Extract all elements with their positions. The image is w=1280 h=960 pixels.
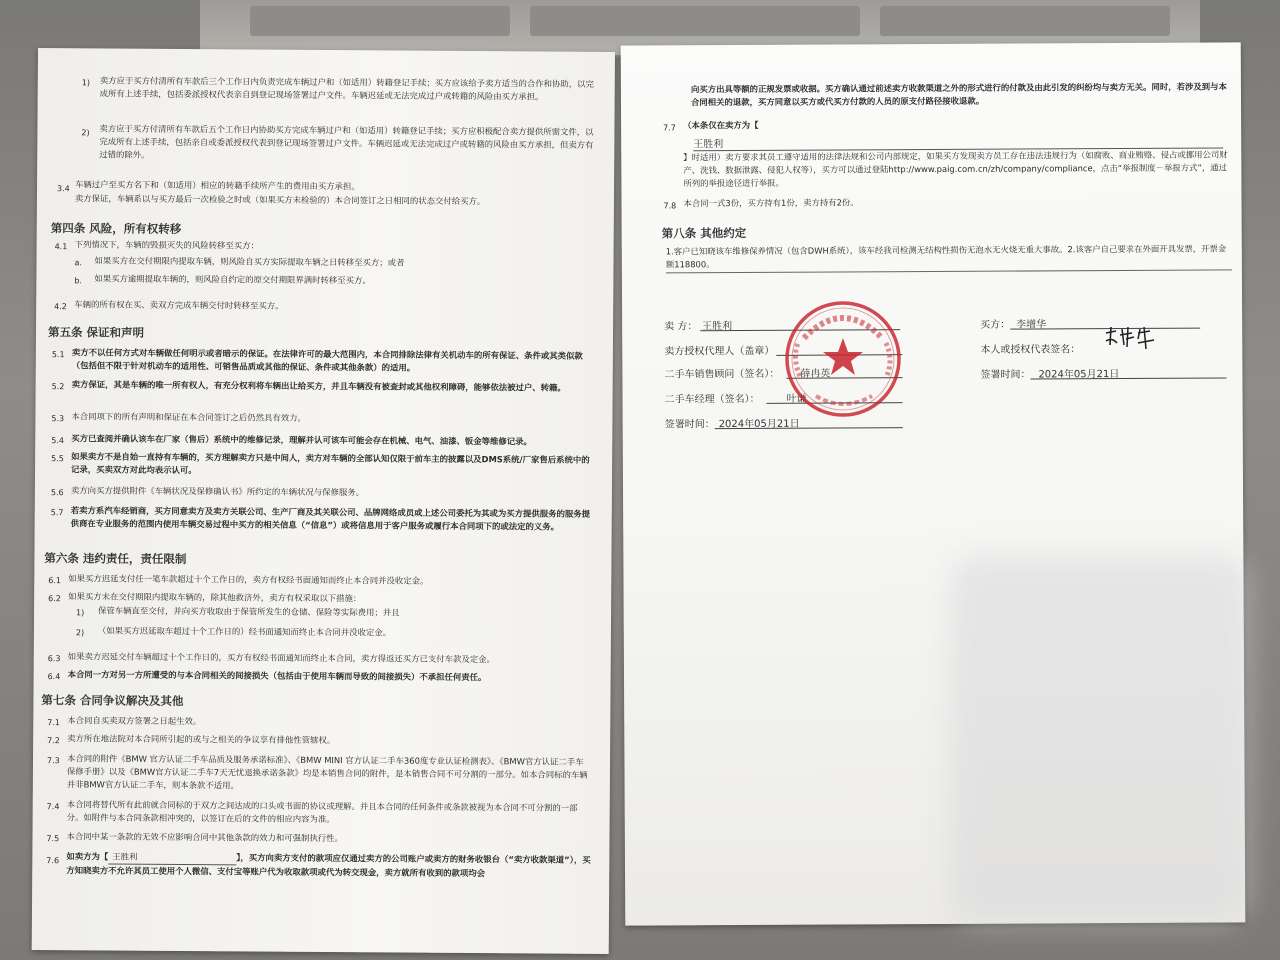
clause-text: 本合同自买卖双方签署之日起生效。 <box>67 715 202 727</box>
clause-number: 7.6 <box>46 856 60 866</box>
clause-text: 卖方所在地法院对本合同所引起的或与之相关的争议享有排他性管辖权。 <box>67 733 336 746</box>
clause-text: 如果卖方不是自始一直持有车辆的，买方理解卖方只是中间人，卖方对车辆的全部认知仅限于前车主的披露以及DMS系统/厂家售后系统中的记录，买卖双方对此均表示认可。 <box>71 451 590 476</box>
clause-number: 7.5 <box>46 834 60 844</box>
clause-number: 2) <box>75 628 85 638</box>
clause-text: 本合同一式3份，买方持有1份，卖方持有2份。 <box>683 197 859 209</box>
buyer-date: 2024年05月21日 <box>1038 369 1120 381</box>
clause-number: 6.1 <box>48 576 62 586</box>
seller-date-label: 签署时间： <box>664 419 715 431</box>
buyer-date-label: 签署时间： <box>980 369 1031 381</box>
clause-text: 如果买方未在交付期限内提取车辆的，除其他救济外，卖方有权采取以下措施： <box>68 591 362 604</box>
clause-text: 卖方应于买方付清所有车款后三个工作日内负责完成车辆过户和（如适用）转籍登记手续；买方应该给予卖方适当的合作和协助，以完成所有上述手续，包括委派授权代表亲自到登记现场签署过户文件。车辆迟延或无法完成过户或转籍的风险由买方承担。 <box>99 75 594 102</box>
clause-number: 5.6 <box>50 488 64 498</box>
clause-number: 5.1 <box>51 350 65 360</box>
section-heading-7: 第七条 合同争议解决及其他 <box>41 693 184 709</box>
clause-number: 6.3 <box>47 654 61 664</box>
clause-text: 如果买方迟延支付任一笔车款超过十个工作日的，卖方有权经书面通知而终止本合同并没收定金。 <box>68 573 429 586</box>
buyer-label: 买方： <box>980 319 1011 331</box>
section-heading-4: 第四条 风险，所有权转移 <box>50 221 182 237</box>
sales-consultant-label: 二手车销售顾问（签名）： <box>664 368 780 381</box>
section-heading-5: 第五条 保证和声明 <box>47 325 145 340</box>
clause-text: 保管车辆直至交付，并向买方收取由于保管所发生的仓储、保险等实际费用；并且 <box>98 605 400 618</box>
clause-number: 7.1 <box>47 718 61 728</box>
laptop-key <box>530 6 860 36</box>
clause-text: （本条仅在卖方为【 <box>683 119 759 131</box>
clause-number: 5.7 <box>50 508 64 518</box>
clause-text: 】，买方向卖方支付的款项应仅通过卖方的公司账户或卖方的财务收银台（“卖方收 <box>236 852 540 865</box>
clause-number: 4.2 <box>54 302 67 312</box>
clause-text: 车辆过户至买方名下和（如适用）相应的转籍手续所产生的费用由买方承担。 <box>75 179 360 192</box>
clause-text: 如卖方为【 <box>66 851 109 862</box>
clause-text: 卖方应于买方付清所有车款后五个工作日内协助买方完成车辆过户和（如适用）转籍登记手续；买方应积极配合卖方提供所需文件，以完成所有上述手续，包括亲自或委派授权代表到登记现场签署过户文件。车辆迟延或无法完成过户或转籍的风险由买方承担，但卖方有过错的除外。 <box>99 123 594 160</box>
clause-number: 6.4 <box>47 672 61 682</box>
company-seal-stamp <box>782 298 904 420</box>
clause-number: 6.2 <box>48 594 61 604</box>
sales-consultant-name: 薛冉英 <box>800 368 831 380</box>
clause-number: 1) <box>81 78 91 88</box>
clause-text: 款渠道”），买方知晓卖方不允许其员工使用个人微信、支付宝等账户代为收取款项或代为转交现金，卖方就所有收到的款项均会 <box>66 854 591 879</box>
clause-number: 7.3 <box>46 756 60 766</box>
clause-number: 5.4 <box>51 436 65 446</box>
clause-number: 5.3 <box>51 414 65 424</box>
clause-number: a. <box>74 258 82 268</box>
clause-text: 若卖方系汽车经销商，买方同意卖方及卖方关联公司、生产厂商及其关联公司、品牌网络成员或上述公司委托为其或为买方提供服务的服务提供商在专业服务的范围内使用车辆交易过程中买方的相关信息（“信息”）或将信息用于客户服务或履行本合同项下的或法定的义务。 <box>70 505 591 532</box>
clause-text: 下列情况下，车辆的毁损灭失的风险转移至买方： <box>74 239 259 251</box>
clause-text: 本合同一方对另一方所遭受的与本合同相关的间接损失（包括由于使用车辆而导致的间接损失）不承担任何责任。 <box>67 669 487 683</box>
clause-text: 如果卖方迟延交付车辆超过十个工作日的，买方有权经书面通知而终止本合同，卖方得返还买方已支付车款及定金。 <box>67 651 495 665</box>
clause-text: 本合同项下的所有声明和保证在本合同签订之后仍然具有效力。 <box>71 411 306 423</box>
clause-text: （如果买方迟延取车超过十个工作日的）经书面通知而终止本合同并没收定金。 <box>97 625 392 638</box>
section-heading-8: 第八条 其他约定 <box>661 225 747 241</box>
clause-text: 车辆的所有权在买、卖双方完成车辆交付时转移至买方。 <box>74 299 284 311</box>
clause-number: 7.4 <box>46 802 60 812</box>
buyer-sign-label: 本人或授权代表签名： <box>980 344 1081 356</box>
clause-number: 5.2 <box>51 382 65 392</box>
clause-number: 3.4 <box>56 184 70 194</box>
manager-label: 二手车经理（签名）： <box>664 393 760 406</box>
clause-number: 2) <box>81 128 90 138</box>
clause-text: 如果买方在交付期限内提取车辆，则风险自买方实际提取车辆之日转移至买方；或者 <box>94 255 405 268</box>
contract-page-left <box>32 48 615 954</box>
clause-text: 本合同的附件《BMW 官方认证二手车品质及服务承诺标准》、《BMW MINI 官方认证二手车360度专业认证检测表》、《BMW官方认证二手车保修手册》以及《BMW官方认证二手车7天无忧退换承诺条款》均是本销售合同的附件，是本销售合同不可分割的一部分。如本合同标的车辆并非BMW官方认证二手车，则本条款不适用。 <box>66 753 588 791</box>
clause-number: 1) <box>76 608 85 618</box>
clause-text: 如果买方逾期提取车辆的，则风险自约定的原交付期限界满时转移至买方。 <box>94 273 371 286</box>
clause-text: 】时适用）卖方要求其员工遵守适用的法律法规和公司内部规定，如果买方发现卖方员工存在违法违规行为（如腐败、商业贿赂、侵占或挪用公司财产、洗钱、数据泄露、侵犯人权等），买方可以通过登陆http://www.paig.com.cn/zh/company/compliance，点击“举报制度－举报方式”，通过所列的举报途径进行举报。 <box>683 149 1228 189</box>
clause-text: 卖方保证，其是车辆的唯一所有权人，有充分权利将车辆出让给买方，并且车辆没有被查封或其他权利障碍，能够依法被过户、转籍。 <box>71 379 566 393</box>
manager-name: 叶谦 <box>786 393 807 405</box>
clause-number: 7.8 <box>663 201 677 211</box>
clause-number: 7.7 <box>663 123 676 133</box>
signature-line <box>1030 377 1226 379</box>
section-heading-6: 第六条 违约责任，责任限制 <box>44 551 187 567</box>
seller-name-fill: 王胜利 <box>693 132 1223 151</box>
seller-date: 2024年05月21日 <box>718 418 800 431</box>
clause-number: 7.2 <box>47 736 60 746</box>
seller-agent-label: 卖方授权代理人（盖章） <box>664 345 775 358</box>
clause-text: 卖方向买方提供附件《车辆状况及保修确认书》所约定的车辆状况与保修服务。 <box>70 485 365 498</box>
clause-number: b. <box>74 276 83 286</box>
clause-text: 本合同将替代所有此前就合同标的于双方之间达成的口头或书面的协议或理解。并且本合同的任何条件或条款被视为本合同不可分割的一部分。如附件与本合同条款相冲突的，以签订在后的文件的相应内容为准。 <box>66 799 578 825</box>
laptop-key <box>250 6 510 36</box>
clause-number: 5.5 <box>51 454 64 464</box>
clause-text: 卖方保证，车辆系以与买方最后一次检验之时或（如果买方未检验的）本合同签订之日相同的状态交付给买方。 <box>74 193 486 207</box>
clause-7-6-continued: 向买方出具等额的正规发票或收据。买方确认通过前述卖方收款渠道之外的形式进行的付款及由此引发的纠纷均与卖方无关。同时，若涉及到与本合同相关的退款，买方同意以买方或代买方付款的人员的原支付路径接收退款。 <box>690 81 1227 108</box>
clause-text: 卖方不以任何方式对车辆做任何明示或者暗示的保证。在法律许可的最大范围内，本合同排除法律有关机动车的所有保证、条件或其类似款（包括但不限于针对机动车的适用性、可销售品质或其他的保证、条件或其他条款）的适用。 <box>71 347 583 373</box>
clause-number: 4.1 <box>54 242 68 252</box>
light-reflection <box>950 555 1250 925</box>
clause-7-6 <box>66 850 592 881</box>
seller-label: 卖 方： <box>664 321 698 333</box>
buyer-handwritten-signature <box>1102 323 1162 353</box>
buyer-name: 李增华 <box>1016 319 1047 331</box>
clause-text: 买方已查阅并确认该车在厂家（售后）系统中的维修记录，理解并认可该车可能会存在机械、电气、油漆、钣金等维修记录。 <box>71 433 532 447</box>
laptop-key <box>880 6 1170 36</box>
clause-text: 本合同中某一条款的无效不应影响合同中其他条款的效力和可强制执行性。 <box>66 831 343 844</box>
seller-name: 王胜利 <box>702 321 733 333</box>
other-agreement-text: 1.客户已知晓该车维修保养情况（包含DWH系统），该车经我司检测无结构性损伤无泡水无火烧无重大事故。2.该客户自己要求在外面开具发票，开票金额118800。 <box>666 242 1232 273</box>
seller-name-fill: 王胜利 <box>108 851 236 866</box>
signature-line <box>715 427 903 429</box>
